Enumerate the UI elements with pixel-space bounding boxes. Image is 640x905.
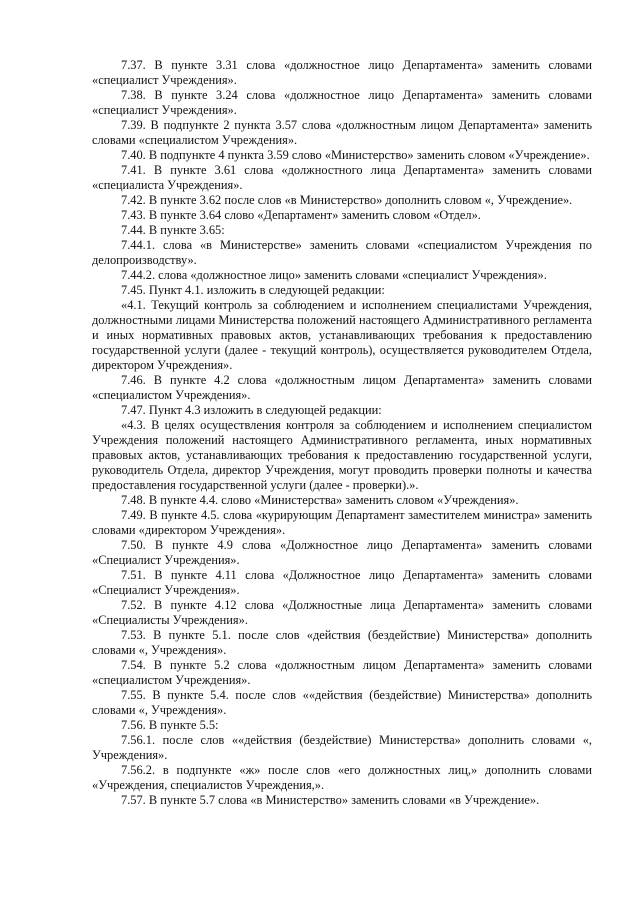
paragraph-7-45: 7.45. Пункт 4.1. изложить в следующей редакции: — [121, 283, 385, 297]
document-page — [92, 58, 592, 808]
paragraph-7-46: 7.46. В пункте 4.2 слова «должностным лицом Департамента» заменить словами «специалистом Учреждения». — [92, 373, 592, 402]
paragraph-7-41: 7.41. В пункте 3.61 слова «должностного лица Департамента» заменить словами «специалиста Учреждения». — [92, 163, 592, 192]
paragraph-7-52: 7.52. В пункте 4.12 слова «Должностные лица Департамента» заменить словами «Специалисты Учреждения». — [92, 598, 592, 627]
quote-4-3: «4.3. В целях осуществления контроля за соблюдением и исполнением специалистом Учреждения положений настоящего Административного регламента, иных нормативных правовых актов, устанавливающих требования к предоставлению государственной услуги, руководитель Отдела, директор Учреждения, могут проводить проверки полноты и качества предоставления государственной услуги (далее - проверки).». — [92, 418, 592, 492]
paragraph-7-48: 7.48. В пункте 4.4. слово «Министерства» заменить словом «Учреждения». — [121, 493, 519, 507]
paragraph-7-44: 7.44. В пункте 3.65: — [121, 223, 225, 237]
paragraph-7-56-2: 7.56.2. в подпункте «ж» после слов «его должностных лиц,» дополнить словами «Учреждения, специалистов Учреждения,». — [92, 763, 592, 792]
paragraph-7-50: 7.50. В пункте 4.9 слова «Должностное лицо Департамента» заменить словами «Специалист Учреждения». — [92, 538, 592, 567]
paragraph-7-42: 7.42. В пункте 3.62 после слов «в Министерство» дополнить словом «, Учреждение». — [121, 193, 573, 207]
paragraph-7-51: 7.51. В пункте 4.11 слова «Должностное лицо Департамента» заменить словами «Специалист Учреждения». — [92, 568, 592, 597]
paragraph-7-43: 7.43. В пункте 3.64 слово «Департамент» заменить словом «Отдел». — [121, 208, 481, 222]
paragraph-7-38: 7.38. В пункте 3.24 слова «должностное лицо Департамента» заменить словами «специалист Учреждения». — [92, 88, 592, 117]
paragraph-7-56-1: 7.56.1. после слов ««действия (бездействие) Министерства» дополнить словами «, Учреждения». — [92, 733, 592, 762]
paragraph-7-56: 7.56. В пункте 5.5: — [121, 718, 219, 732]
paragraph-7-57: 7.57. В пункте 5.7 слова «в Министерство» заменить словами «в Учреждение». — [121, 793, 540, 807]
paragraph-7-53: 7.53. В пункте 5.1. после слов «действия (бездействие) Министерства» дополнить словами «, Учреждения». — [92, 628, 592, 657]
paragraph-7-49: 7.49. В пункте 4.5. слова «курирующим Департамент заместителем министра» заменить словами «директором Учреждения». — [92, 508, 592, 537]
quote-4-1: «4.1. Текущий контроль за соблюдением и исполнением специалистами Учреждения, должностными лицами Министерства положений настоящего Административного регламента и иных нормативных правовых актов, устанавливающих требования к предоставлению государственной услуги (далее - текущий контроль), осуществляется руководителем Отдела, директором Учреждения». — [92, 298, 592, 372]
paragraph-7-54: 7.54. В пункте 5.2 слова «должностным лицом Департамента» заменить словами «специалистом Учреждения». — [92, 658, 592, 687]
paragraph-7-47: 7.47. Пункт 4.3 изложить в следующей редакции: — [121, 403, 382, 417]
paragraph-7-37: 7.37. В пункте 3.31 слова «должностное лицо Департамента» заменить словами «специалист Учреждения». — [92, 58, 592, 87]
paragraph-7-39: 7.39. В подпункте 2 пункта 3.57 слова «должностным лицом Департамента» заменить словами «специалистом Учреждения». — [92, 118, 592, 147]
paragraph-7-44-2: 7.44.2. слова «должностное лицо» заменить словами «специалист Учреждения». — [121, 268, 547, 282]
paragraph-7-55: 7.55. В пункте 5.4. после слов ««действия (бездействие) Министерства» дополнить словами «, Учреждения». — [92, 688, 592, 717]
paragraph-7-40: 7.40. В подпункте 4 пункта 3.59 слово «Министерство» заменить словом «Учреждение». — [121, 148, 590, 162]
paragraph-7-44-1: 7.44.1. слова «в Министерстве» заменить словами «специалистом Учреждения по делопроизводству». — [92, 238, 592, 267]
